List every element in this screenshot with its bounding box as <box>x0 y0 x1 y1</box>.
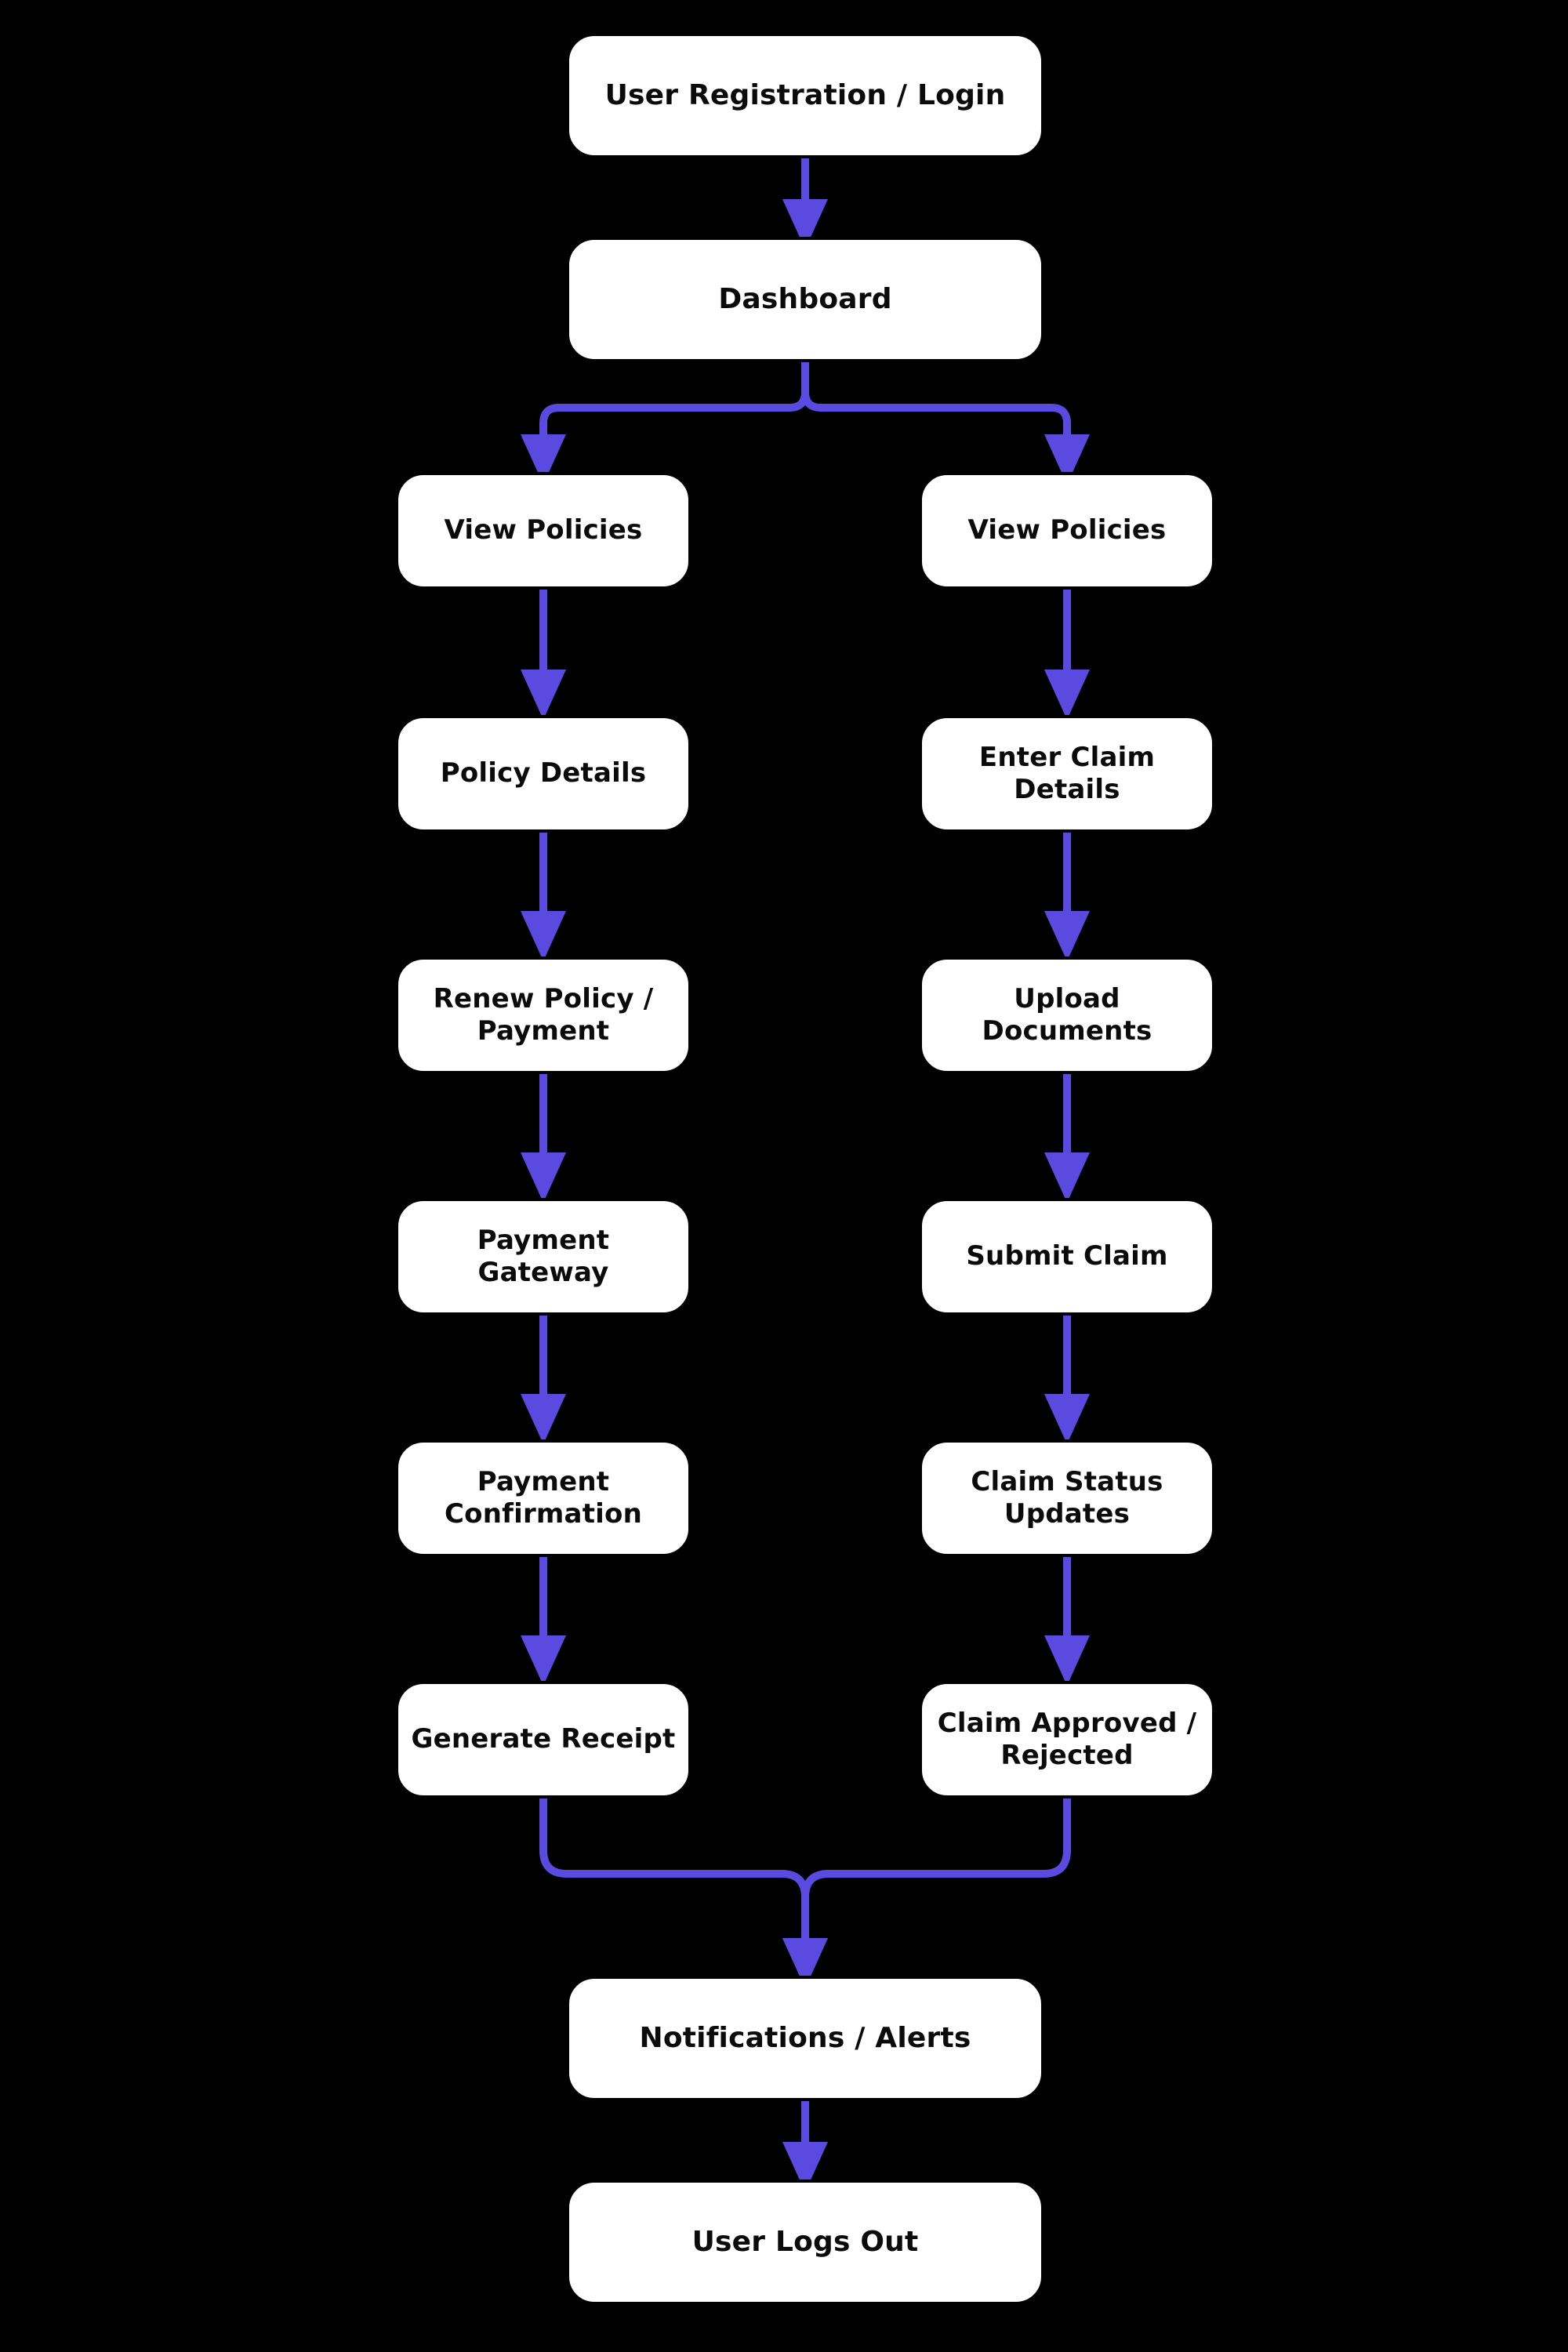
node-label: View Policies <box>967 514 1167 546</box>
node-label: User Logs Out <box>691 2226 919 2259</box>
node-label: Generate Receipt <box>411 1723 676 1755</box>
node-claim-status-updates[interactable] <box>919 1439 1215 1557</box>
node-user-logs-out[interactable] <box>566 2180 1044 2305</box>
node-enter-claim-details[interactable] <box>919 715 1215 833</box>
node-payment-confirmation[interactable] <box>395 1439 691 1557</box>
node-label: Claim Approved / Rejected <box>937 1707 1197 1771</box>
node-user-registration-login[interactable] <box>566 33 1044 158</box>
node-label: Notifications / Alerts <box>639 2022 971 2055</box>
node-label: Renew Policy / Payment <box>433 982 654 1047</box>
node-payment-gateway[interactable] <box>395 1198 691 1316</box>
edge-dashboard-to-view-policies-right <box>805 362 1067 459</box>
edge-dashboard-to-view-policies-left <box>543 362 805 459</box>
node-dashboard[interactable] <box>566 237 1044 362</box>
node-label: User Registration / Login <box>604 79 1006 112</box>
node-view-policies-left[interactable] <box>395 472 691 590</box>
edge-receipt-to-notifications <box>543 1798 805 1963</box>
node-view-policies-right[interactable] <box>919 472 1215 590</box>
edge-approved-to-notifications <box>805 1798 1067 1963</box>
node-claim-approved-rejected[interactable] <box>919 1681 1215 1798</box>
node-label: View Policies <box>444 514 643 546</box>
node-notifications-alerts[interactable] <box>566 1976 1044 2101</box>
node-label: Enter Claim Details <box>978 741 1156 805</box>
node-policy-details[interactable] <box>395 715 691 833</box>
node-renew-policy-payment[interactable] <box>395 956 691 1074</box>
node-label: Policy Details <box>440 757 647 789</box>
node-label: Payment Gateway <box>477 1224 610 1288</box>
node-label: Submit Claim <box>966 1240 1168 1272</box>
node-label: Payment Confirmation <box>445 1465 642 1530</box>
node-label: Dashboard <box>718 283 892 316</box>
node-label: Upload Documents <box>982 982 1152 1047</box>
node-label: Claim Status Updates <box>971 1465 1163 1530</box>
node-generate-receipt[interactable] <box>395 1681 691 1798</box>
node-submit-claim[interactable] <box>919 1198 1215 1316</box>
node-upload-documents[interactable] <box>919 956 1215 1074</box>
